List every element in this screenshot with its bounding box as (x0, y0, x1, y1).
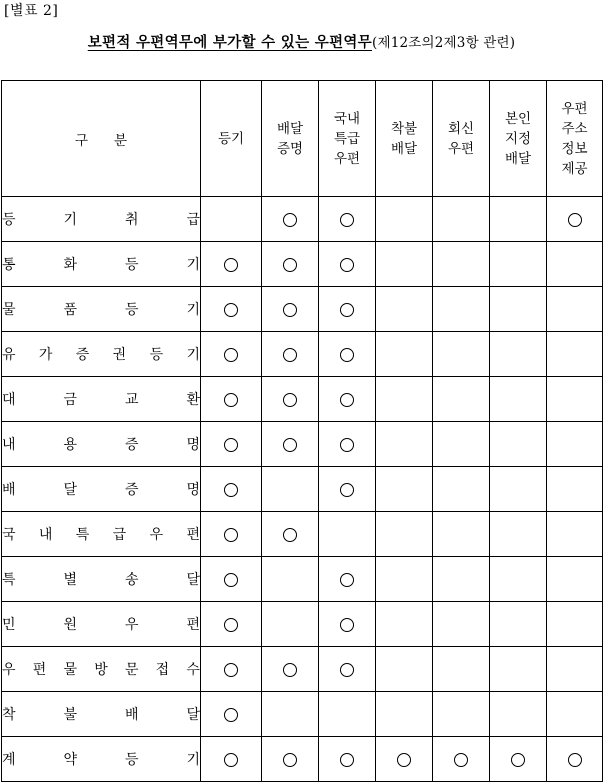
mark-cell-personal-delivery (490, 242, 547, 287)
mark-cell-delivery-proof (262, 422, 319, 467)
table-row (2, 197, 603, 242)
mark-cell-registered (201, 557, 262, 602)
mark-cell-personal-delivery (490, 647, 547, 692)
row-label-cell (2, 467, 201, 512)
table-header-row (2, 81, 603, 197)
row-label: 민 원 우 편 (2, 617, 200, 633)
row-label: 특 별 송 달 (2, 572, 200, 588)
circle-mark-icon (340, 348, 354, 362)
mark-cell-address-info (547, 557, 603, 602)
circle-mark-icon (283, 258, 297, 272)
row-label-cell (2, 512, 201, 557)
mark-cell-registered (201, 377, 262, 422)
mark-cell-address-info (547, 467, 603, 512)
mark-cell-address-info (547, 512, 603, 557)
circle-mark-icon (224, 348, 238, 362)
circle-mark-icon (224, 753, 238, 767)
mark-cell-domestic-express (319, 602, 376, 647)
mark-cell-personal-delivery (490, 377, 547, 422)
row-label-cell (2, 332, 201, 377)
mark-cell-domestic-express (319, 287, 376, 332)
column-header-line: 정보 (561, 140, 588, 157)
mark-cell-personal-delivery (490, 287, 547, 332)
column-header-line: 착불 (390, 120, 418, 137)
mark-cell-domestic-express (319, 467, 376, 512)
circle-mark-icon (224, 483, 238, 497)
table-row (2, 692, 603, 737)
column-header-delivery-proof (262, 81, 319, 197)
mark-cell-domestic-express (319, 557, 376, 602)
mark-cell-cod (376, 197, 433, 242)
column-header-registered (201, 81, 262, 197)
column-header-line: 배달 (276, 120, 304, 137)
mark-cell-cod (376, 512, 433, 557)
mark-cell-reply (433, 512, 490, 557)
row-label: 대 금 교 환 (2, 392, 200, 408)
mark-cell-reply (433, 197, 490, 242)
mark-cell-personal-delivery (490, 197, 547, 242)
table-row (2, 602, 603, 647)
circle-mark-icon (283, 393, 297, 407)
circle-mark-icon (283, 348, 297, 362)
mark-cell-delivery-proof (262, 647, 319, 692)
mark-cell-delivery-proof (262, 197, 319, 242)
row-label: 통 화 등 기 (2, 257, 200, 273)
mark-cell-delivery-proof (262, 512, 319, 557)
mark-cell-delivery-proof (262, 602, 319, 647)
mark-cell-reply (433, 332, 490, 377)
mark-cell-cod (376, 692, 433, 737)
row-label: 배 달 증 명 (2, 482, 200, 498)
circle-mark-icon (340, 753, 354, 767)
mark-cell-cod (376, 377, 433, 422)
circle-mark-icon (340, 618, 354, 632)
column-header-line: 국내 (333, 110, 361, 127)
circle-mark-icon (224, 303, 238, 317)
mark-cell-registered (201, 737, 262, 782)
mark-cell-registered (201, 512, 262, 557)
table-row (2, 647, 603, 692)
circle-mark-icon (340, 573, 354, 587)
mark-cell-registered (201, 467, 262, 512)
mark-cell-address-info (547, 377, 603, 422)
row-label: 유 가 증 권 등 기 (2, 347, 200, 363)
row-label-cell (2, 377, 201, 422)
circle-mark-icon (568, 753, 582, 767)
row-label-cell (2, 242, 201, 287)
mark-cell-registered (201, 422, 262, 467)
mark-cell-reply (433, 242, 490, 287)
mark-cell-personal-delivery (490, 467, 547, 512)
mark-cell-domestic-express (319, 512, 376, 557)
mark-cell-domestic-express (319, 377, 376, 422)
column-header-line: 등기 (217, 130, 245, 147)
mark-cell-address-info (547, 647, 603, 692)
mark-cell-cod (376, 332, 433, 377)
mark-cell-delivery-proof (262, 287, 319, 332)
mark-cell-delivery-proof (262, 737, 319, 782)
category-header (2, 81, 201, 197)
mark-cell-domestic-express (319, 197, 376, 242)
mark-cell-reply (433, 557, 490, 602)
row-label-cell (2, 602, 201, 647)
circle-mark-icon (224, 528, 238, 542)
row-label: 내 용 증 명 (2, 437, 200, 453)
mark-cell-personal-delivery (490, 422, 547, 467)
mark-cell-personal-delivery (490, 512, 547, 557)
mark-cell-address-info (547, 332, 603, 377)
circle-mark-icon (224, 708, 238, 722)
mark-cell-domestic-express (319, 422, 376, 467)
mark-cell-reply (433, 737, 490, 782)
table-row (2, 737, 603, 782)
row-label-cell (2, 692, 201, 737)
column-header-reply (433, 81, 490, 197)
row-label: 착 불 배 달 (2, 707, 200, 723)
column-header-line: 우편 (447, 140, 475, 157)
mark-cell-registered (201, 242, 262, 287)
circle-mark-icon (454, 753, 468, 767)
circle-mark-icon (283, 303, 297, 317)
column-header-line: 회신 (447, 120, 475, 137)
column-header-line: 우편 (561, 100, 588, 117)
mark-cell-reply (433, 377, 490, 422)
mark-cell-registered (201, 197, 262, 242)
mark-cell-registered (201, 602, 262, 647)
column-header-line: 제공 (561, 160, 588, 177)
category-header-label: 구분 (74, 132, 154, 149)
mark-cell-domestic-express (319, 692, 376, 737)
mark-cell-delivery-proof (262, 692, 319, 737)
mark-cell-address-info (547, 422, 603, 467)
mark-cell-reply (433, 467, 490, 512)
row-label: 우 편 물 방 문 접 수 (2, 662, 200, 678)
column-header-line: 증명 (276, 140, 304, 157)
row-label-cell (2, 422, 201, 467)
mark-cell-cod (376, 557, 433, 602)
circle-mark-icon (283, 438, 297, 452)
mark-cell-cod (376, 242, 433, 287)
column-header-line: 본인 (504, 110, 532, 127)
row-label-cell (2, 737, 201, 782)
title-reference: (제12조의2제3항 관련) (371, 35, 516, 51)
column-header-cod (376, 81, 433, 197)
circle-mark-icon (568, 213, 582, 227)
row-label: 물 품 등 기 (2, 302, 200, 318)
column-header-line: 배달 (390, 140, 418, 157)
circle-mark-icon (224, 573, 238, 587)
mark-cell-domestic-express (319, 242, 376, 287)
mark-cell-cod (376, 287, 433, 332)
circle-mark-icon (224, 438, 238, 452)
mark-cell-address-info (547, 197, 603, 242)
mark-cell-delivery-proof (262, 377, 319, 422)
row-label: 등 기 취 급 (2, 212, 200, 228)
column-header-line: 특급 (333, 130, 361, 147)
row-label: 국 내 특 급 우 편 (2, 527, 200, 543)
annex-tag: [별표 2] (4, 3, 59, 19)
table-row (2, 287, 603, 332)
row-label-cell (2, 557, 201, 602)
mark-cell-delivery-proof (262, 242, 319, 287)
mark-cell-reply (433, 692, 490, 737)
mark-cell-personal-delivery (490, 332, 547, 377)
row-label-cell (2, 197, 201, 242)
mark-cell-delivery-proof (262, 332, 319, 377)
circle-mark-icon (283, 753, 297, 767)
column-header-line: 주소 (561, 120, 588, 137)
mark-cell-delivery-proof (262, 557, 319, 602)
mark-cell-address-info (547, 602, 603, 647)
circle-mark-icon (340, 258, 354, 272)
mark-cell-personal-delivery (490, 692, 547, 737)
circle-mark-icon (283, 528, 297, 542)
mark-cell-address-info (547, 242, 603, 287)
circle-mark-icon (340, 303, 354, 317)
mark-cell-cod (376, 737, 433, 782)
table-row (2, 377, 603, 422)
column-header-domestic-express (319, 81, 376, 197)
mark-cell-registered (201, 692, 262, 737)
mark-cell-domestic-express (319, 332, 376, 377)
mark-cell-domestic-express (319, 647, 376, 692)
mark-cell-cod (376, 647, 433, 692)
column-header-line: 지정 (504, 130, 532, 147)
mark-cell-delivery-proof (262, 467, 319, 512)
circle-mark-icon (340, 213, 354, 227)
mark-cell-registered (201, 287, 262, 332)
column-header-personal-delivery (490, 81, 547, 197)
mark-cell-cod (376, 467, 433, 512)
column-header-line: 배달 (504, 150, 532, 167)
circle-mark-icon (511, 753, 525, 767)
row-label-cell (2, 647, 201, 692)
mark-cell-reply (433, 602, 490, 647)
mark-cell-personal-delivery (490, 737, 547, 782)
mark-cell-address-info (547, 737, 603, 782)
circle-mark-icon (397, 753, 411, 767)
circle-mark-icon (283, 213, 297, 227)
mark-cell-address-info (547, 692, 603, 737)
circle-mark-icon (224, 663, 238, 677)
mark-cell-reply (433, 422, 490, 467)
mark-cell-address-info (547, 287, 603, 332)
table-body (2, 197, 603, 782)
mark-cell-registered (201, 647, 262, 692)
table-row (2, 467, 603, 512)
mark-cell-personal-delivery (490, 557, 547, 602)
table-row (2, 332, 603, 377)
table-row (2, 557, 603, 602)
mark-cell-registered (201, 332, 262, 377)
document-title (0, 31, 603, 52)
circle-mark-icon (340, 438, 354, 452)
circle-mark-icon (340, 663, 354, 677)
mark-cell-reply (433, 647, 490, 692)
circle-mark-icon (224, 393, 238, 407)
circle-mark-icon (340, 393, 354, 407)
table-row (2, 422, 603, 467)
row-label-cell (2, 287, 201, 332)
circle-mark-icon (283, 663, 297, 677)
column-header-line: 우편 (333, 150, 361, 167)
table-row (2, 512, 603, 557)
circle-mark-icon (224, 258, 238, 272)
title-main: 보편적 우편역무에 부가할 수 있는 우편역무 (87, 35, 372, 51)
circle-mark-icon (340, 483, 354, 497)
row-label: 계 약 등 기 (2, 752, 200, 768)
mark-cell-reply (433, 287, 490, 332)
circle-mark-icon (224, 618, 238, 632)
column-header-address-info (547, 81, 603, 197)
mark-cell-personal-delivery (490, 602, 547, 647)
service-table (1, 80, 603, 782)
table-row (2, 242, 603, 287)
mark-cell-cod (376, 602, 433, 647)
mark-cell-cod (376, 422, 433, 467)
mark-cell-domestic-express (319, 737, 376, 782)
